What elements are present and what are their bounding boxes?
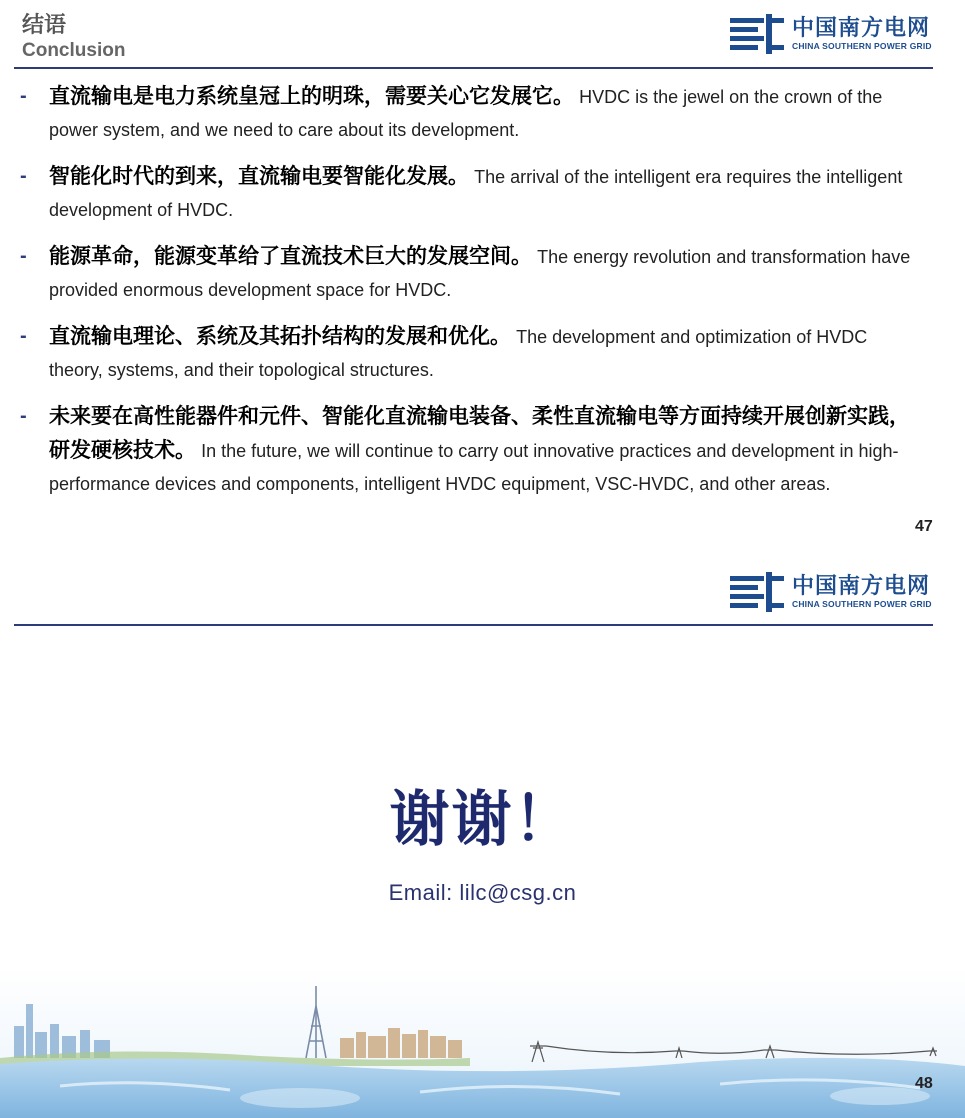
bullet-dash: - <box>20 165 27 187</box>
logo-text-cn: 中国南方电网 <box>792 574 931 599</box>
bullet-text-en: The development and optimization of HVDC theory, systems, and their topological structures. <box>49 327 868 380</box>
city-skyline-illustration <box>0 966 965 1118</box>
list-item <box>20 80 920 147</box>
list-item <box>20 320 920 387</box>
slide-48 <box>0 548 965 1118</box>
page-number: 47 <box>915 518 933 535</box>
bullet-text-cn: 未来要在高性能器件和元件、智能化直流输电装备、柔性直流输电等方面持续开展创新实践，研发硬核技术。 <box>49 404 910 462</box>
list-item <box>20 400 920 501</box>
slide-title-cn: 结语 <box>22 13 67 38</box>
list-item <box>20 240 920 307</box>
conclusion-list <box>20 80 920 514</box>
slide-title-en: Conclusion <box>22 40 126 61</box>
header-divider <box>14 624 933 626</box>
bullet-text-en: The energy revolution and transformation have provided enormous development space for HVDC. <box>49 247 911 300</box>
bullet-dash: - <box>20 85 27 107</box>
csg-logo-icon <box>730 14 784 54</box>
logo-text-en: CHINA SOUTHERN POWER GRID <box>792 599 932 609</box>
contact-email: Email: lilc@csg.cn <box>388 880 577 905</box>
bullet-text-cn: 直流输电是电力系统皇冠上的明珠，需要关心它发展它。 <box>49 84 574 108</box>
bullet-dash: - <box>20 405 27 427</box>
company-logo <box>730 14 932 54</box>
company-logo <box>730 572 932 612</box>
thank-you-heading: 谢谢！ <box>389 785 576 855</box>
bullet-text-en: HVDC is the jewel on the crown of the power system, and we need to care about its development. <box>49 87 883 140</box>
bullet-text-cn: 能源革命，能源变革给了直流技术巨大的发展空间。 <box>49 244 532 268</box>
header-divider <box>14 67 933 69</box>
slide-47 <box>0 0 965 548</box>
bullet-text-cn: 智能化时代的到来，直流输电要智能化发展。 <box>49 164 469 188</box>
bullet-text-en: The arrival of the intelligent era requires the intelligent development of HVDC. <box>49 167 903 220</box>
logo-text-en: CHINA SOUTHERN POWER GRID <box>792 41 932 51</box>
logo-text-cn: 中国南方电网 <box>792 16 931 41</box>
bullet-dash: - <box>20 245 27 267</box>
csg-logo-icon <box>730 572 784 612</box>
bullet-text-cn: 直流输电理论、系统及其拓扑结构的发展和优化。 <box>49 324 511 348</box>
page-number: 48 <box>915 1075 933 1092</box>
bullet-text-en: In the future, we will continue to carry out innovative practices and development in high-performance devices and components, intelligent HVDC equipment, VSC-HVDC, and other areas. <box>49 441 899 494</box>
list-item <box>20 160 920 227</box>
bullet-dash: - <box>20 325 27 347</box>
